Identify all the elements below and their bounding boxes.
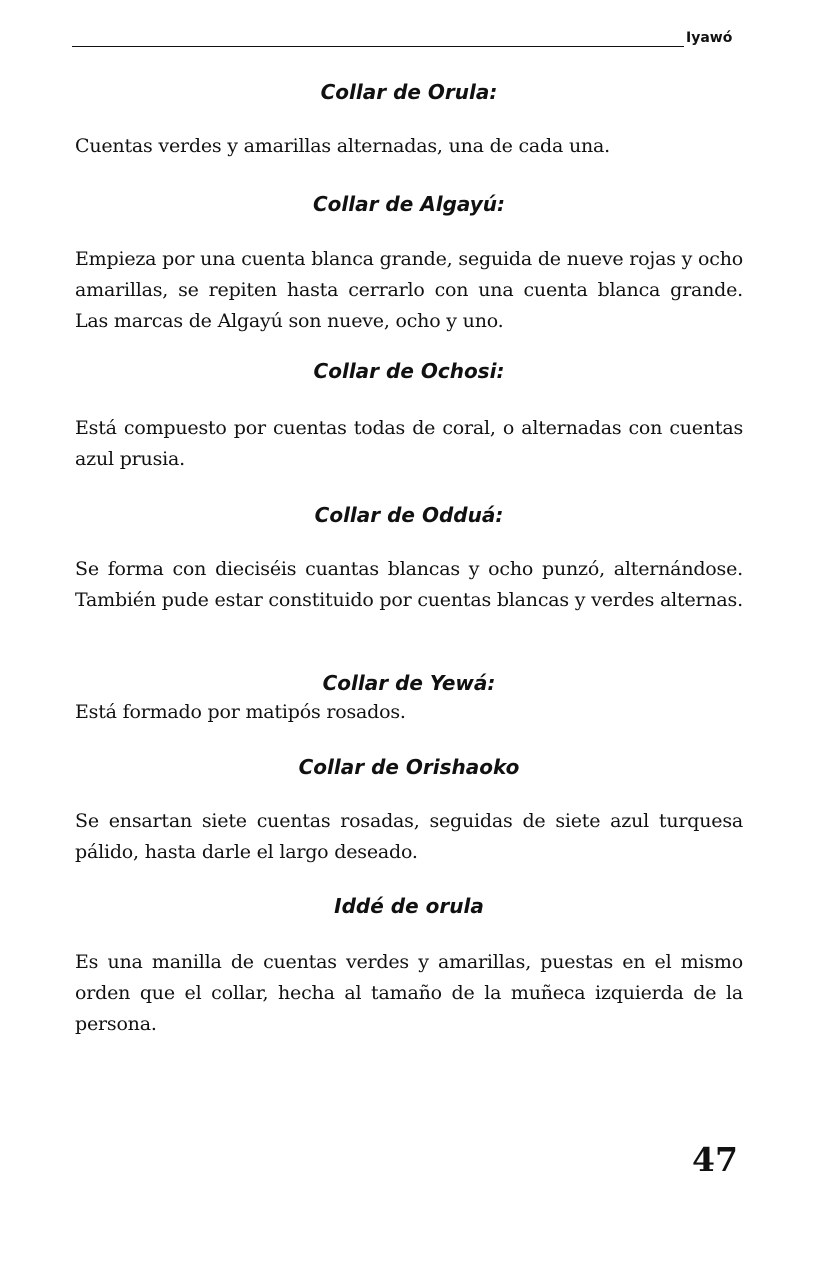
section-body-orula: Cuentas verdes y amarillas alternadas, una de cada una.	[75, 135, 611, 157]
section-body-oddua: Se forma con dieciséis cuantas blancas y ocho punzó, alternándose. También pude estar constituido por cuentas blancas y verdes alternas.	[75, 558, 743, 611]
section-title-idde-orula: Iddé de orula	[334, 894, 484, 918]
section-title-orula: Collar de Orula:	[320, 80, 498, 104]
section-body-orishaoko: Se ensartan siete cuentas rosadas, seguidas de siete azul turquesa pálido, hasta darle el largo deseado.	[75, 810, 743, 863]
section-body-idde-orula: Es una manilla de cuentas verdes y amarillas, puestas en el mismo orden que el collar, hecha al tamaño de la muñeca izquierda de la persona.	[75, 951, 743, 1035]
section-title-ochosi: Collar de Ochosi:	[313, 359, 505, 383]
running-title: Iyawó	[686, 30, 733, 46]
section-title-orishaoko: Collar de Orishaoko	[298, 755, 520, 779]
section-body-ochosi: Está compuesto por cuentas todas de coral, o alternadas con cuentas azul prusia.	[75, 417, 743, 470]
section-title-algayu: Collar de Algayú:	[312, 192, 506, 216]
header-rule	[72, 46, 684, 47]
section-body-yewa: Está formado por matipós rosados.	[75, 701, 406, 723]
section-body-algayu: Empieza por una cuenta blanca grande, seguida de nueve rojas y ocho amarillas, se repiten hasta cerrarlo con una cuenta blanca grande. Las marcas de Algayú son nueve, ocho y uno.	[75, 248, 743, 332]
section-title-oddua: Collar de Odduá:	[314, 503, 504, 527]
page-number: 47	[692, 1140, 738, 1179]
section-title-yewa: Collar de Yewá:	[322, 671, 496, 695]
